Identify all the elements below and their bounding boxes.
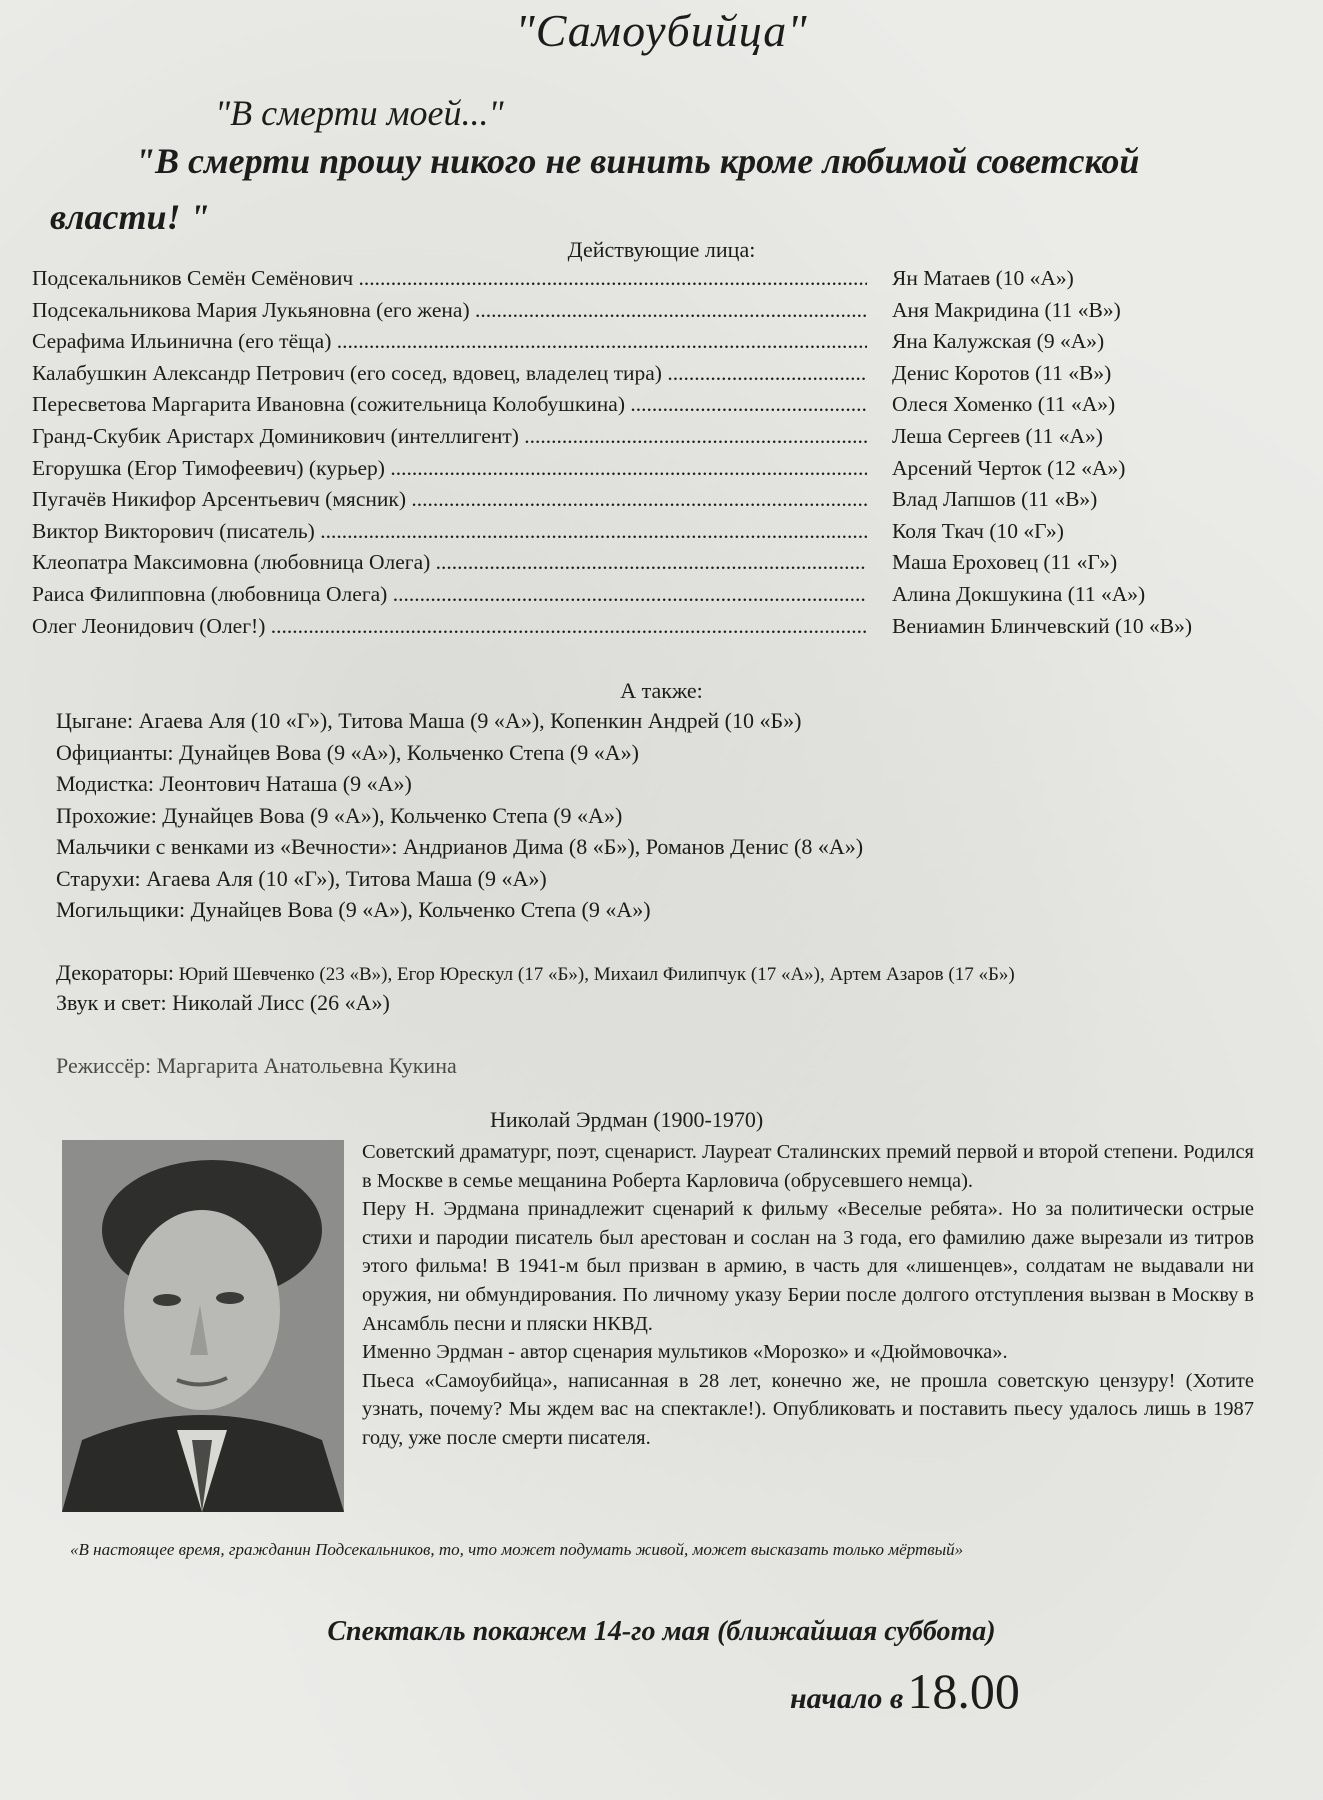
director-line: Режиссёр: Маргарита Анатольевна Кукина	[56, 1053, 457, 1078]
start-time-line	[790, 1662, 1020, 1720]
cast-row	[32, 487, 1292, 519]
author-portrait-photo	[62, 1140, 344, 1512]
cast-row	[32, 614, 1292, 646]
cast-role: Серафима Ильинична (его тёща) .....	[32, 329, 867, 354]
cast-actor: Ян Матаев (10 «А»)	[892, 266, 1074, 290]
cast-role: Пугачёв Никифор Арсентьевич (мясник) .....	[32, 487, 867, 512]
decorators-names: Юрий Шевченко (23 «В»), Егор Юрескул (17 «Б»), Михаил Филипчук (17 «А»), Артем Азаров (17 «Б»)	[178, 964, 1015, 985]
cast-role: Калабушкин Александр Петрович (его сосед, вдовец, владелец тира) .....	[32, 361, 867, 386]
cast-actor: Вениамин Блинчевский (10 «В»)	[892, 613, 1193, 638]
cast-actor: Денис Коротов (11 «В»)	[892, 360, 1112, 385]
cast-actor: Олеся Хоменко (11 «А»)	[892, 392, 1116, 417]
bio-paragraph: Перу Н. Эрдмана принадлежит сценарий к фильму «Веселые ребята». Но за политически острые стихи и пародии писатель был арестован и сослан на 3 года, его фамилию даже вырезали из титров этого фильма! В 1941-м был призван в армию, в часть для «лишенцев», солдатам не выдавали ни оружия, ни обмундирования. По личному указу Берии после долгого отступления вызван в Москву в Ансамбль песни и пляски НКВД.	[362, 1198, 1254, 1335]
also-item: Официанты: Дунайцев Вова (9 «А»), Кольченко Степа (9 «А»)	[56, 739, 639, 765]
also-item: Модистка: Леонтович Наташа (9 «А»)	[56, 771, 412, 796]
cast-role: Клеопатра Максимовна (любовница Олега) .....	[32, 550, 867, 575]
epigraph-line-2: "В смерти прошу никого не винить кроме любимой советской	[135, 141, 1140, 181]
closing-quote: «В настоящее время, гражданин Подсекальников, то, что может подумать живой, может высказать только мёртвый»	[70, 1540, 964, 1559]
cast-row	[32, 582, 1292, 614]
cast-row	[32, 456, 1292, 488]
epigraph-line-1: "В смерти моей..."	[215, 93, 504, 133]
cast-role: Гранд-Скубик Аристарх Доминикович (интеллигент) .....	[32, 424, 867, 449]
also-list	[56, 708, 863, 929]
cast-actor: Леша Сергеев (11 «А»)	[892, 423, 1103, 448]
also-item: Прохожие: Дунайцев Вова (9 «А»), Кольченко Степа (9 «А»)	[56, 802, 623, 828]
cast-actor: Коля Ткач (10 «Г»)	[892, 518, 1064, 543]
cast-actor: Маша Ероховец (11 «Г»)	[892, 550, 1118, 575]
also-item: Старухи: Агаева Аля (10 «Г»), Титова Маша (9 «А»)	[56, 865, 547, 891]
cast-row	[32, 361, 1292, 393]
show-date: Спектакль покажем 14-го мая (ближайшая суббота)	[327, 1616, 996, 1647]
also-item: Цыгане: Агаева Аля (10 «Г»), Титова Маша (9 «А»), Копенкин Андрей (10 «Б»)	[56, 708, 802, 733]
play-title: "Самоубийца"	[515, 5, 808, 56]
cast-role: Егорушка (Егор Тимофеевич) (курьер) .....	[32, 456, 867, 481]
bio-text	[362, 1138, 1254, 1453]
cast-role: Виктор Викторович (писатель) .....	[32, 519, 867, 544]
also-heading: А также:	[620, 678, 703, 703]
cast-heading: Действующие лица:	[567, 237, 756, 262]
cast-role: Подсекальников Семён Семёнович .....	[32, 266, 867, 291]
bio-paragraph: Именно Эрдман - автор сценария мультиков «Морозко» и «Дюймовочка».	[362, 1341, 1008, 1364]
sound-light-line: Звук и свет: Николай Лисс (26 «А»)	[56, 990, 390, 1015]
cast-row	[32, 392, 1292, 424]
cast-actor: Аня Макридина (11 «В»)	[892, 297, 1121, 322]
cast-row	[32, 519, 1292, 551]
bio-paragraph: Советский драматург, поэт, сценарист. Лауреат Сталинских премий первой и второй степени. Родился в Москве в семье мещанина Роберта Карловича (обрусевшего немца).	[362, 1141, 1254, 1192]
cast-role: Подсекальникова Мария Лукьяновна (его жена) .....	[32, 298, 867, 323]
cast-role: Пересветова Маргарита Ивановна (сожительница Колобушкина) .....	[32, 392, 867, 417]
bio-title: Николай Эрдман (1900-1970)	[490, 1107, 764, 1132]
cast-actor: Арсений Черток (12 «А»)	[892, 455, 1126, 480]
cast-role: Олег Леонидович (Олег!) .....	[32, 614, 867, 639]
cast-actor: Алина Докшукина (11 «А»)	[892, 581, 1146, 606]
start-label: начало в	[790, 1682, 904, 1715]
start-time: 18.00	[907, 1663, 1020, 1719]
cast-row	[32, 298, 1292, 330]
bio-paragraph: Пьеса «Самоубийца», написанная в 28 лет, конечно же, не прошла советскую цензуру! (Хотите узнать, почему? Мы ждем вас на спектакле!). Опубликовать и поставить пьесу удалось лишь в 1987 году, уже после смерти писателя.	[362, 1369, 1254, 1449]
cast-row	[32, 329, 1292, 361]
also-item: Мальчики с венками из «Вечности»: Андрианов Дима (8 «Б»), Романов Денис (8 «А»)	[56, 834, 864, 859]
also-item: Могильщики: Дунайцев Вова (9 «А»), Кольченко Степа (9 «А»)	[56, 897, 651, 922]
cast-row	[32, 424, 1292, 456]
decorators-line	[56, 960, 1015, 986]
cast-row	[32, 266, 1292, 298]
decorators-label: Декораторы:	[56, 960, 175, 985]
epigraph-line-3: власти! "	[50, 197, 210, 237]
cast-actor: Яна Калужская (9 «А»)	[892, 329, 1105, 354]
cast-actor: Влад Лапшов (11 «В»)	[892, 487, 1098, 512]
cast-role: Раиса Филипповна (любовница Олега) .....	[32, 582, 867, 607]
cast-list	[32, 266, 1292, 645]
cast-row	[32, 550, 1292, 582]
